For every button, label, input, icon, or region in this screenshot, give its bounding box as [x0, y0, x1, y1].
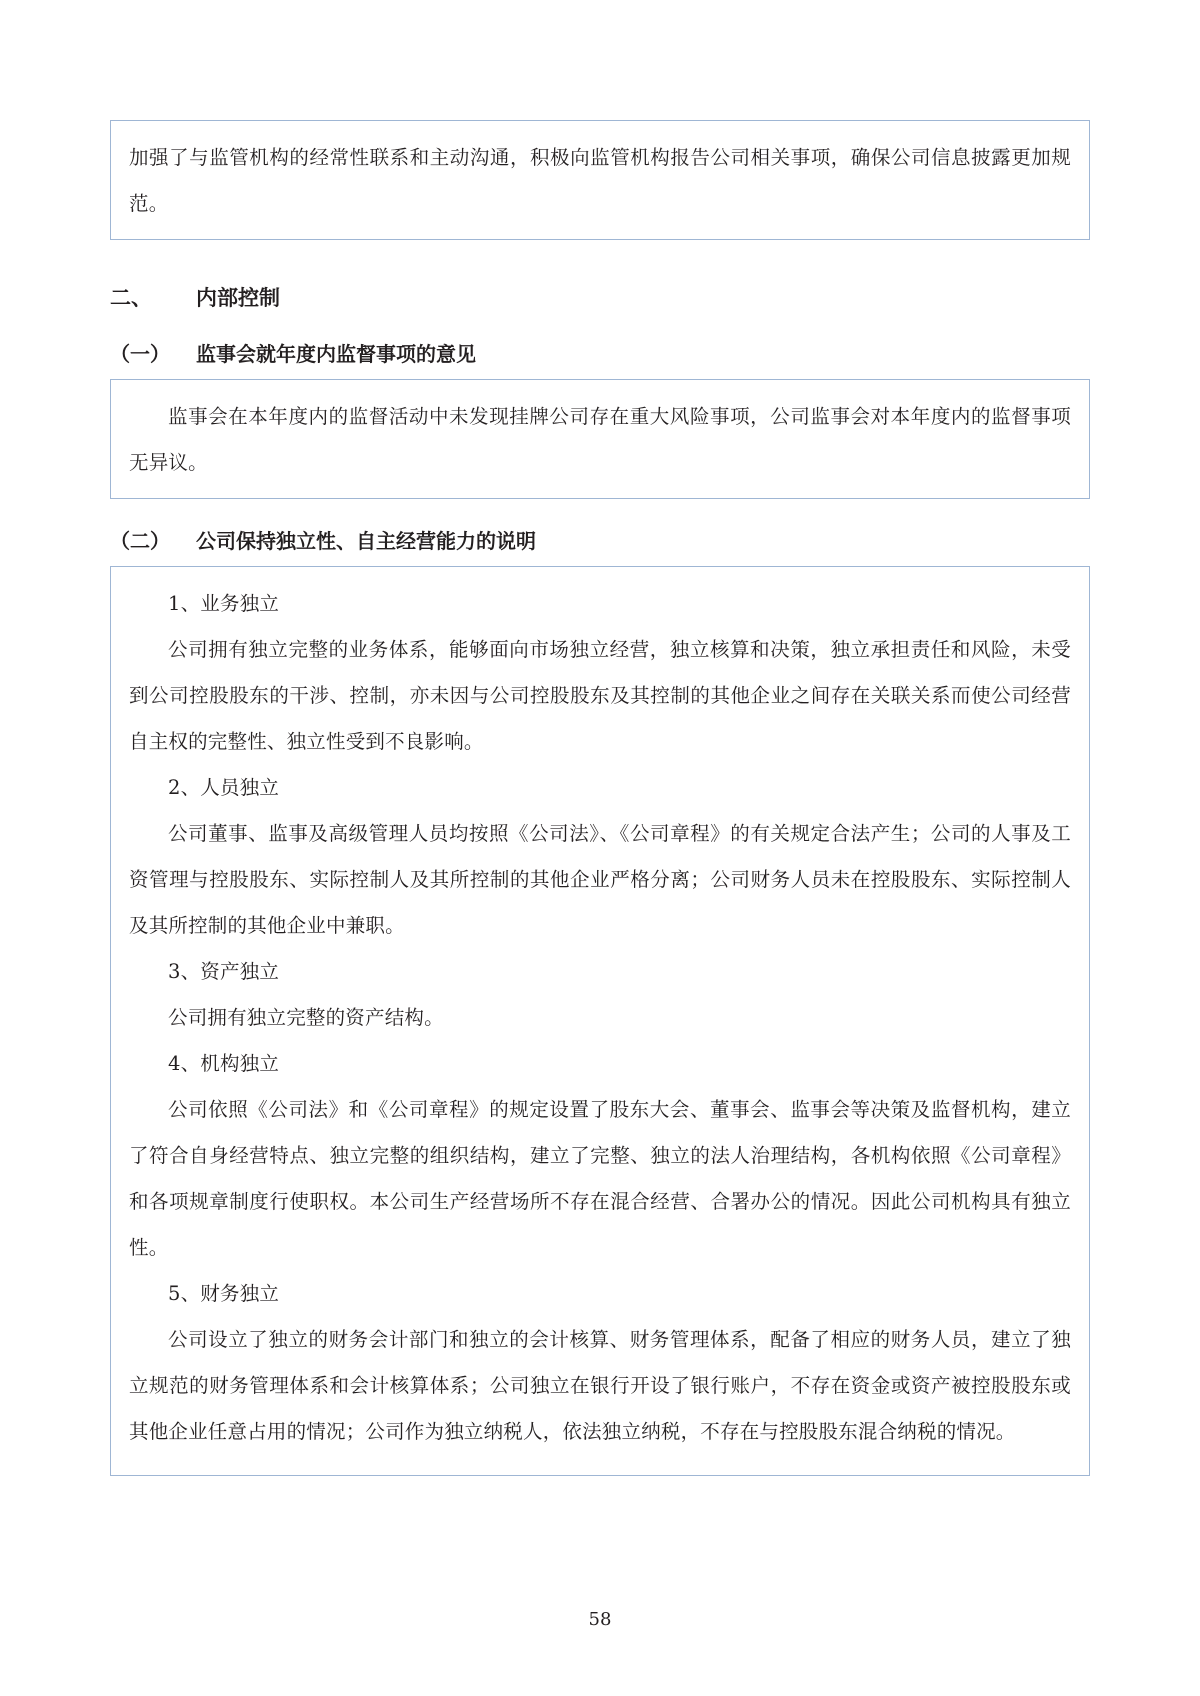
paragraph: 3、资产独立	[168, 960, 280, 983]
paragraph: 5、财务独立	[168, 1282, 280, 1305]
subsection-title: 公司保持独立性、自主经营能力的说明	[196, 529, 536, 553]
paragraph: 1、业务独立	[168, 592, 280, 615]
paragraph: 加强了与监管机构的经常性联系和主动沟通，积极向监管机构报告公司相关事项，确保公司信息披露更加规范。	[129, 146, 1071, 215]
subsection-title: 监事会就年度内监督事项的意见	[196, 342, 476, 366]
section-title: 内部控制	[196, 285, 280, 310]
page-number: 58	[588, 1609, 612, 1630]
subsection-number: （一）	[110, 342, 170, 366]
paragraph: 4、机构独立	[168, 1052, 280, 1075]
paragraph: 公司依照《公司法》和《公司章程》的规定设置了股东大会、董事会、监事会等决策及监督机构，建立了符合自身经营特点、独立完整的组织结构，建立了完整、独立的法人治理结构，各机构依照《公司章程》和各项规章制度行使职权。本公司生产经营场所不存在混合经营、合署办公的情况。因此公司机构具有独立性。	[129, 1098, 1071, 1259]
independence-box	[110, 566, 1090, 1476]
supervisor-opinion-box	[110, 379, 1090, 499]
top-statement-box	[110, 120, 1090, 240]
paragraph: 公司拥有独立完整的资产结构。	[168, 1006, 444, 1029]
section-heading-internal-control	[110, 282, 1090, 312]
subheading-supervisor-opinion	[110, 338, 1090, 367]
subsection-number: （二）	[110, 529, 170, 553]
paragraph: 公司设立了独立的财务会计部门和独立的会计核算、财务管理体系，配备了相应的财务人员，建立了独立规范的财务管理体系和会计核算体系；公司独立在银行开设了银行账户，不存在资金或资产被控股股东或其他企业任意占用的情况；公司作为独立纳税人，依法独立纳税，不存在与控股股东混合纳税的情况。	[129, 1328, 1071, 1443]
subheading-independence	[110, 525, 1090, 554]
paragraph: 监事会在本年度内的监督活动中未发现挂牌公司存在重大风险事项，公司监事会对本年度内的监督事项无异议。	[129, 405, 1071, 474]
document-body	[110, 120, 1090, 1476]
paragraph: 2、人员独立	[168, 776, 280, 799]
paragraph: 公司董事、监事及高级管理人员均按照《公司法》、《公司章程》的有关规定合法产生；公司的人事及工资管理与控股股东、实际控制人及其所控制的其他企业严格分离；公司财务人员未在控股股东、实际控制人及其所控制的其他企业中兼职。	[129, 822, 1071, 937]
paragraph: 公司拥有独立完整的业务体系，能够面向市场独立经营，独立核算和决策，独立承担责任和风险，未受到公司控股股东的干涉、控制，亦未因与公司控股股东及其控制的其他企业之间存在关联关系而使公司经营自主权的完整性、独立性受到不良影响。	[129, 638, 1071, 753]
section-number: 二、	[110, 285, 152, 310]
